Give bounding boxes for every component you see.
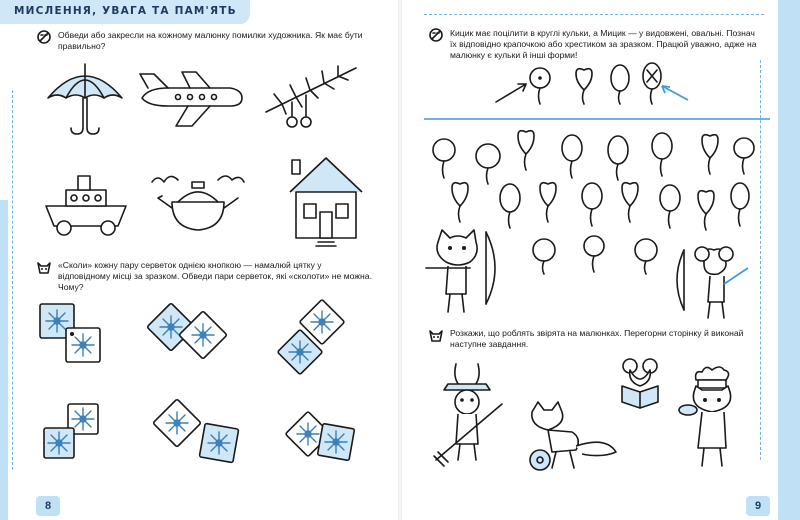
mouse-archer-picture <box>674 244 754 324</box>
boat-car-picture <box>42 170 132 240</box>
page-number-right: 9 <box>746 496 770 516</box>
cat-archer-picture <box>424 228 504 318</box>
cat-face-icon <box>36 259 52 275</box>
page-number-left: 8 <box>36 496 60 516</box>
sample-balloons <box>492 62 692 112</box>
left-page <box>0 0 398 520</box>
task-1-text: Обведи або закресли на кожному малюнку помилки художника. Як має бути правильно? <box>58 30 363 51</box>
house-picture <box>282 152 372 247</box>
section-title: МИСЛЕННЯ, УВАГА ТА ПАМ'ЯТЬ <box>14 5 237 17</box>
right-edge-band <box>778 0 800 520</box>
task-3-instruction <box>450 28 760 61</box>
pine-branch-picture <box>262 62 362 132</box>
task-3-text: Кицик має поцілити в круглі кульки, а Мицик — у видовжені, овальні. Познач їх відповідно крапочкою або хрестиком за зразком. Працюй уважно, адже на малюнку є кульки й інші форми! <box>450 28 757 60</box>
dashed-guide-top <box>424 14 764 15</box>
rabbit-raking-picture <box>432 360 522 470</box>
left-edge-band <box>0 200 8 520</box>
airplane-picture <box>138 70 248 130</box>
napkin-pairs <box>36 300 396 500</box>
task-2-instruction <box>58 260 376 293</box>
task-1-instruction <box>58 30 376 52</box>
cat-face-icon <box>428 327 444 343</box>
pencil-cat-icon <box>428 27 444 43</box>
kettle-picture <box>148 168 248 238</box>
dashed-guide <box>12 90 13 470</box>
task-4-text: Розкажи, що роблять звірята на малюнках. Перегорни сторінку й виконай наступне завдання. <box>450 328 744 349</box>
mouse-reading-picture <box>606 356 676 416</box>
pencil-cat-icon <box>36 29 52 45</box>
task-2-text: «Сколи» кожну пару серветок однією кнопкою — намалюй цятку у відповідному місці за зразком. Обведи пари серветок, які «сколоти» не можна. Чому? <box>58 260 372 292</box>
umbrella-picture <box>40 62 130 142</box>
right-page <box>402 0 800 520</box>
cat-chef-picture <box>678 366 758 476</box>
task-4-instruction <box>450 328 760 350</box>
header-band <box>0 0 250 24</box>
divider-line <box>424 118 770 120</box>
